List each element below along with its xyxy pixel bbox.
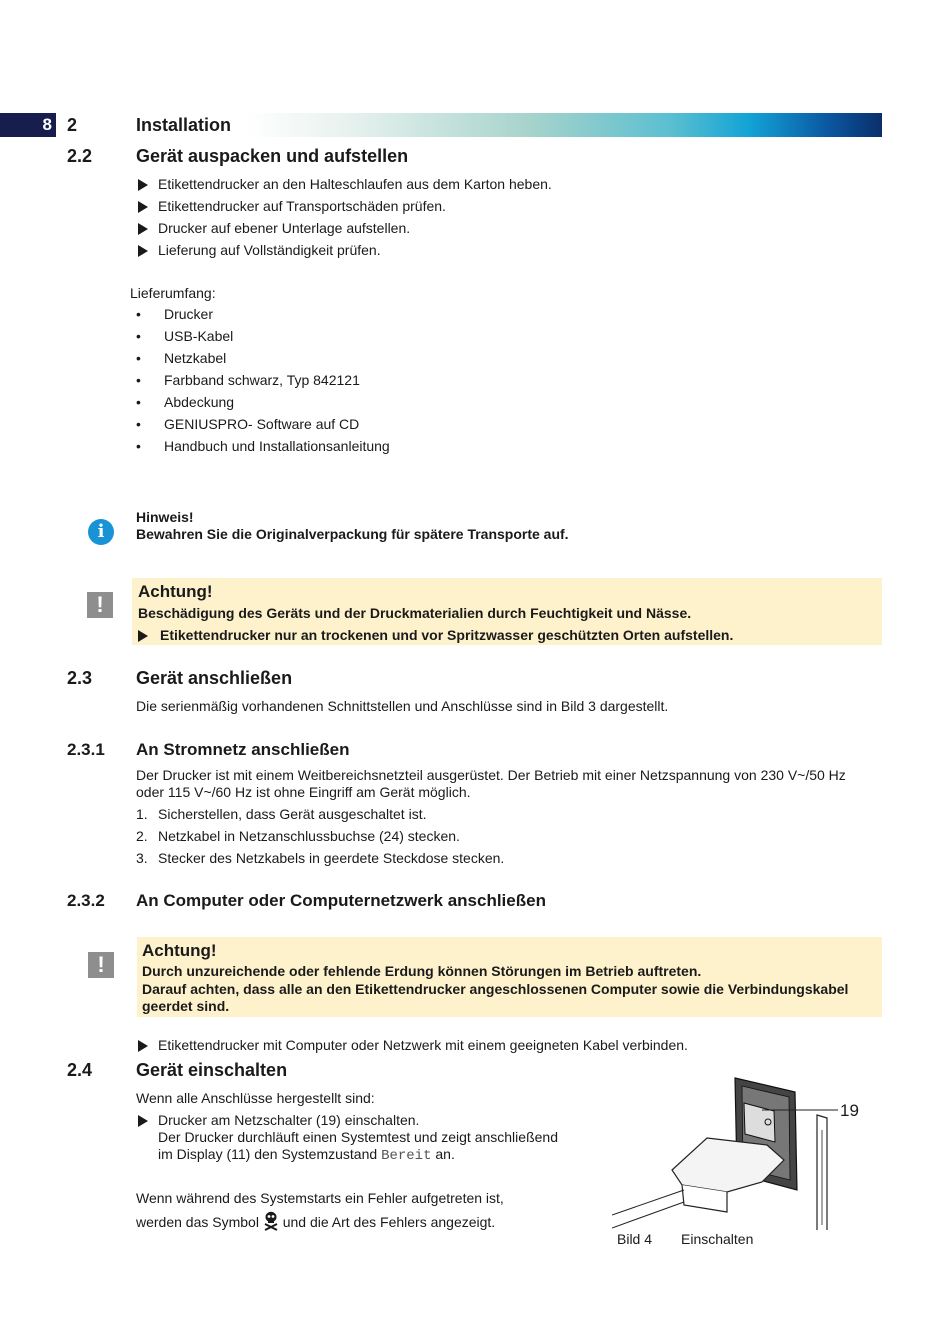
warning-step	[138, 627, 880, 644]
figure-caption-label: Bild 4	[617, 1231, 653, 1247]
item-text: Stecker des Netzkabels in geerdete Steckdose stecken.	[158, 850, 505, 866]
note-title: Hinweis!	[136, 509, 194, 525]
bullet: •	[136, 438, 141, 454]
list-item	[136, 306, 636, 328]
step-item	[138, 176, 838, 198]
bullet: •	[136, 394, 141, 410]
arrow-right-icon	[138, 1040, 148, 1052]
step-item	[138, 198, 838, 220]
list-item	[136, 438, 636, 460]
warning-icon: !	[88, 952, 114, 978]
list-item	[136, 372, 636, 394]
section-title: Gerät anschließen	[136, 668, 293, 688]
list-item-text: Handbuch und Installationsanleitung	[164, 438, 390, 454]
list-item-text: GENIUSPRO- Software auf CD	[164, 416, 360, 432]
list-item-text: Netzkabel	[164, 350, 227, 366]
bullet: •	[136, 372, 141, 388]
arrow-right-icon	[138, 1115, 148, 1127]
error-text-part: und die Art des Fehlers angezeigt.	[278, 1214, 496, 1230]
list-item	[136, 328, 636, 350]
error-text-part: werden das Symbol	[136, 1214, 263, 1230]
step-text: Etikettendrucker an den Halteschlaufen aus dem Karton heben.	[158, 176, 552, 192]
warning-icon: !	[87, 592, 113, 618]
item-number: 1.	[136, 806, 148, 822]
item-text: Netzkabel in Netzanschlussbuchse (24) stecken.	[158, 828, 460, 844]
step-item	[138, 1112, 618, 1165]
warning-text-line2: Darauf achten, dass alle an den Etikettendrucker angeschlossenen Computer sowie die Verbindungskabel	[142, 981, 849, 997]
section-number: 2.3	[67, 668, 93, 688]
warning-step-text: Etikettendrucker nur an trockenen und vor Spritzwasser geschützten Orten aufstellen.	[160, 627, 734, 643]
note-text: Bewahren Sie die Originalverpackung für spätere Transporte auf.	[136, 526, 569, 542]
arrow-right-icon	[138, 245, 148, 257]
skull-crossbones-icon	[263, 1211, 279, 1231]
step-item	[138, 242, 838, 264]
error-text-line1: Wenn während des Systemstarts ein Fehler aufgetreten ist,	[136, 1190, 504, 1206]
subsection-text-line1: Der Drucker ist mit einem Weitbereichsnetzteil ausgerüstet. Der Betrieb mit einer Netzspannung von 230 V~/50 Hz	[136, 767, 846, 783]
subsection-title: An Stromnetz anschließen	[136, 740, 350, 759]
step-text: Drucker auf ebener Unterlage aufstellen.	[158, 220, 411, 236]
step-list	[138, 176, 838, 264]
list-item	[136, 350, 636, 372]
step-text-part: im Display (11) den Systemzustand	[158, 1146, 382, 1162]
numbered-item	[136, 850, 736, 872]
section-title: Gerät auspacken und aufstellen	[136, 146, 409, 166]
arrow-right-icon	[138, 201, 148, 213]
warning-text: Beschädigung des Geräts und der Druckmaterialien durch Feuchtigkeit und Nässe.	[138, 605, 692, 621]
warning-title: Achtung!	[142, 941, 217, 960]
numbered-item	[136, 806, 736, 828]
step-text: Etikettendrucker auf Transportschäden prüfen.	[158, 198, 446, 214]
list-item-text: Farbband schwarz, Typ 842121	[164, 372, 360, 388]
power-switch-illustration	[612, 1070, 842, 1230]
warning-text-line3: geerdet sind.	[142, 998, 230, 1014]
section-title: Gerät einschalten	[136, 1060, 288, 1080]
item-text: Sicherstellen, dass Gerät ausgeschaltet ist.	[158, 806, 427, 822]
step-text-line3	[158, 1146, 618, 1165]
list-item-text: USB-Kabel	[164, 328, 234, 344]
item-number: 3.	[136, 850, 148, 866]
bullet: •	[136, 350, 141, 366]
section-number: 2.2	[67, 146, 93, 166]
page-number: 8	[0, 113, 56, 137]
bullet: •	[136, 306, 141, 322]
error-text-line2	[136, 1211, 495, 1231]
numbered-list	[136, 806, 736, 872]
warning-title: Achtung!	[138, 582, 213, 601]
step-item	[138, 220, 838, 242]
chapter-header-bar	[0, 113, 882, 137]
status-code: Bereit	[381, 1148, 432, 1164]
arrow-right-icon	[138, 179, 148, 191]
list-item-text: Drucker	[164, 306, 214, 322]
section-text: Die serienmäßig vorhandenen Schnittstellen und Anschlüsse sind in Bild 3 dargestellt.	[136, 698, 669, 714]
info-icon: i	[88, 519, 114, 545]
step-item	[138, 1037, 878, 1054]
subsection-text-line2: oder 115 V~/60 Hz ist ohne Eingriff am Gerät möglich.	[136, 784, 471, 800]
section-number: 2.4	[67, 1060, 93, 1080]
item-number: 2.	[136, 828, 148, 844]
arrow-right-icon	[138, 223, 148, 235]
step-text-line2: Der Drucker durchläuft einen Systemtest und zeigt anschließend	[158, 1129, 558, 1145]
bullet: •	[136, 328, 141, 344]
bullet: •	[136, 416, 141, 432]
step-text-line1: Drucker am Netzschalter (19) einschalten.	[158, 1112, 420, 1128]
list-item	[136, 416, 636, 438]
scope-label: Lieferumfang:	[130, 285, 216, 301]
subsection-number: 2.3.1	[67, 740, 105, 759]
arrow-right-icon	[138, 630, 148, 642]
figure-caption-text: Einschalten	[681, 1231, 754, 1247]
numbered-item	[136, 828, 736, 850]
subsection-title: An Computer oder Computernetzwerk anschließen	[136, 891, 546, 910]
scope-list	[136, 306, 636, 460]
list-item-text: Abdeckung	[164, 394, 235, 410]
step-text: Etikettendrucker mit Computer oder Netzwerk mit einem geeigneten Kabel verbinden.	[158, 1037, 688, 1053]
step-text: Lieferung auf Vollständigkeit prüfen.	[158, 242, 381, 258]
step-text-part: an.	[431, 1146, 455, 1162]
warning-text-line1: Durch unzureichende oder fehlende Erdung können Störungen im Betrieb auftreten.	[142, 963, 702, 979]
list-item	[136, 394, 636, 416]
figure-callout-19: 19	[840, 1101, 859, 1120]
chapter-number: 2	[67, 115, 78, 135]
chapter-title: Installation	[136, 115, 232, 135]
subsection-number: 2.3.2	[67, 891, 105, 910]
section-intro: Wenn alle Anschlüsse hergestellt sind:	[136, 1090, 375, 1106]
